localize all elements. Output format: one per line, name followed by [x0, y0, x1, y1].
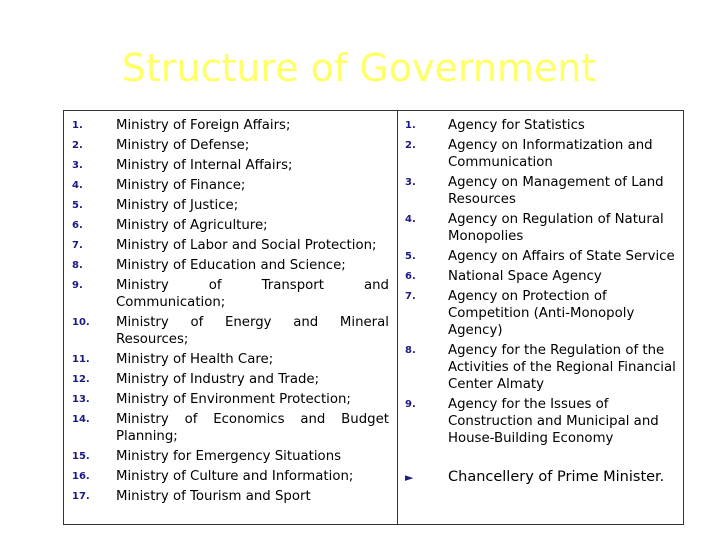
- item-text: Ministry of Economics and Budget Planning;: [116, 412, 389, 444]
- item-text: Ministry of Education and Science;: [116, 258, 346, 273]
- list-item: [72, 217, 389, 234]
- list-item: [405, 268, 677, 285]
- item-text: Ministry of Internal Affairs;: [116, 158, 293, 173]
- item-text: Ministry of Agriculture;: [116, 218, 268, 233]
- item-number: 3.: [405, 177, 416, 188]
- list-item: [72, 117, 389, 134]
- item-number: 16.: [72, 471, 90, 482]
- item-text: Ministry of Justice;: [116, 198, 239, 213]
- list-item-chancellery: [405, 469, 677, 486]
- item-number: 10.: [72, 317, 90, 328]
- item-number: 4.: [405, 214, 416, 225]
- item-number: 7.: [72, 240, 83, 251]
- item-number: 4.: [72, 180, 83, 191]
- item-text: National Space Agency: [448, 269, 602, 284]
- item-text: Ministry of Defense;: [116, 138, 250, 153]
- item-number: 7.: [405, 291, 416, 302]
- item-text: Agency for the Regulation of the Activities of the Regional Financial Center Almaty: [448, 343, 676, 392]
- item-text: Ministry of Health Care;: [116, 352, 274, 367]
- list-item: [405, 396, 677, 447]
- list-item: [72, 137, 389, 154]
- list-item: [72, 448, 389, 465]
- item-text: Ministry of Tourism and Sport: [116, 489, 311, 504]
- item-number: 6.: [405, 271, 416, 282]
- item-text: Chancellery of Prime Minister.: [448, 469, 665, 485]
- item-text: Agency on Regulation of Natural Monopolies: [448, 212, 664, 244]
- item-text: Agency for Statistics: [448, 118, 585, 133]
- item-number: 2.: [72, 140, 83, 151]
- list-item: [72, 371, 389, 388]
- item-text: Ministry of Finance;: [116, 178, 246, 193]
- item-text: Ministry of Labor and Social Protection;: [116, 238, 377, 253]
- item-number: 9.: [405, 399, 416, 410]
- item-text: Ministry of Culture and Information;: [116, 469, 354, 484]
- list-item: [72, 257, 389, 274]
- list-item: [405, 117, 677, 134]
- item-number: 14.: [72, 414, 90, 425]
- item-number: 6.: [72, 220, 83, 231]
- item-text: Ministry for Emergency Situations: [116, 449, 342, 464]
- list-item: [72, 314, 389, 348]
- item-text: Ministry of Foreign Affairs;: [116, 118, 291, 133]
- item-text: Agency on Management of Land Resources: [448, 175, 664, 207]
- item-text: Ministry of Energy and Mineral Resources;: [116, 315, 389, 347]
- item-number: 3.: [72, 160, 83, 171]
- list-item: [72, 157, 389, 174]
- item-number: 13.: [72, 394, 90, 405]
- government-structure-table: [63, 110, 684, 525]
- item-text: Ministry of Environment Protection;: [116, 392, 351, 407]
- list-item: [72, 237, 389, 254]
- item-number: 9.: [72, 280, 83, 291]
- list-item: [405, 342, 677, 393]
- list-item: [72, 468, 389, 485]
- item-number: 5.: [72, 200, 83, 211]
- list-item: [72, 488, 389, 505]
- item-number: 1.: [405, 120, 416, 131]
- item-number: 2.: [405, 140, 416, 151]
- item-number: 8.: [405, 345, 416, 356]
- item-text: Ministry of Industry and Trade;: [116, 372, 320, 387]
- item-number: 11.: [72, 354, 90, 365]
- item-number: 8.: [72, 260, 83, 271]
- arrow-bullet-icon: ►: [405, 471, 414, 484]
- item-number: 12.: [72, 374, 90, 385]
- list-item: [405, 248, 677, 265]
- item-number: 15.: [72, 451, 90, 462]
- item-number: 5.: [405, 251, 416, 262]
- agencies-column: [398, 111, 683, 524]
- ministries-column: [64, 111, 398, 524]
- list-item: [405, 174, 677, 208]
- list-item: [72, 197, 389, 214]
- list-item: [405, 288, 677, 339]
- list-item: [72, 411, 389, 445]
- list-item: [72, 177, 389, 194]
- list-item: [405, 137, 677, 171]
- list-item: [405, 211, 677, 245]
- item-text: Agency on Informatization and Communication: [448, 138, 653, 170]
- slide-title: Structure of Government: [121, 46, 597, 90]
- item-text: Ministry of Transport and Communication;: [116, 278, 389, 310]
- item-number: 1.: [72, 120, 83, 131]
- item-number: 17.: [72, 491, 90, 502]
- item-text: Agency on Affairs of State Service: [448, 249, 675, 264]
- list-item: [72, 351, 389, 368]
- item-text: Agency on Protection of Competition (Anti-Monopoly Agency): [448, 289, 635, 338]
- list-item: [72, 391, 389, 408]
- item-text: Agency for the Issues of Construction and Municipal and House-Building Economy: [448, 397, 659, 446]
- list-item: [72, 277, 389, 311]
